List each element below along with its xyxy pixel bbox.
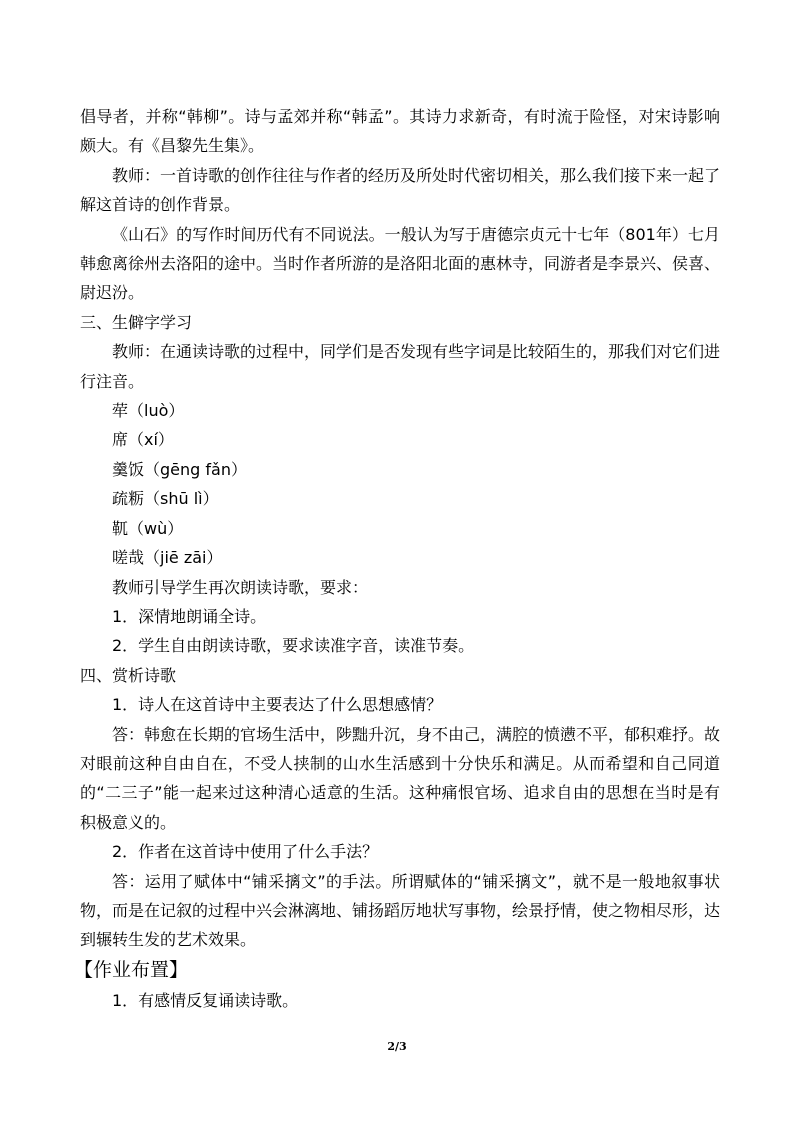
answer-1: 答：韩愈在长期的官场生活中，陟黜升沉，身不由己，满腔的愤懑不平，郁积难抒。故对眼前这种自由自在，不受人挟制的山水生活感到十分快乐和满足。从而希望和自己同道的“二三子”能一起来过这种清心适意的生活。这种痛恨官场、追求自由的思想在当时是有积极意义的。 <box>80 724 721 832</box>
section-heading-homework: 【作业布置】 <box>74 958 189 981</box>
pinyin-item-jiezai: 嗟哉（jiē zāi） <box>112 548 223 568</box>
paragraph-intro-continued: 倡导者，并称“韩柳”。诗与孟郊并称“韩孟”。其诗力求新奇，有时流于险怪，对宋诗影响颇大。有《昌黎先生集》。 <box>80 107 720 156</box>
pinyin-item-luo: 荦（luò） <box>112 401 185 421</box>
paragraph-poem-background: 《山石》的写作时间历代有不同说法。一般认为写于唐德宗贞元十七年（801年）七月韩愈离徐州去洛阳的途中。当时作者所游的是洛阳北面的惠林寺，同游者是李景兴、侯喜、尉迟汾。 <box>80 224 721 303</box>
question-2: 2．作者在这首诗中使用了什么手法？ <box>112 842 379 862</box>
paragraph-reading-requirements: 教师引导学生再次朗读诗歌，要求： <box>112 577 369 597</box>
list-item-requirement-1: 1．深情地朗诵全诗。 <box>112 606 267 626</box>
list-item-homework-1: 1．有感情反复诵读诗歌。 <box>112 990 299 1010</box>
pinyin-item-shuli: 疏粝（shū lì） <box>112 489 219 509</box>
pinyin-item-wu: 靰（wù） <box>112 518 184 538</box>
pinyin-item-xi: 席（xí） <box>112 430 174 450</box>
page-number: 2/3 <box>387 1040 407 1053</box>
pinyin-item-gengfan: 羹饭（gēng fǎn） <box>112 459 247 479</box>
section-heading-rare-characters: 三、生僻字学习 <box>80 312 193 332</box>
paragraph-teacher-background: 教师：一首诗歌的创作往往与作者的经历及所处时代密切相关，那么我们接下来一起了解这首诗的创作背景。 <box>80 165 721 215</box>
question-1: 1．诗人在这首诗中主要表达了什么思想感情？ <box>112 695 443 715</box>
document-body <box>74 102 721 1015</box>
list-item-requirement-2: 2．学生自由朗读诗歌，要求读准字音，读准节奏。 <box>112 636 475 656</box>
paragraph-teacher-annotation: 教师：在通读诗歌的过程中，同学们是否发现有些字词是比较陌生的，那我们对它们进行注音。 <box>80 342 721 391</box>
answer-2: 答：运用了赋体中“铺采摛文”的手法。所谓赋体的“铺采摛文”，就不是一般地叙事状物，而是在记叙的过程中兴会淋漓地、铺扬蹈厉地状写事物，绘景抒情，使之物相尽形，达到辗转生发的艺术效果。 <box>80 871 721 950</box>
section-heading-appreciation: 四、赏析诗歌 <box>80 665 177 685</box>
